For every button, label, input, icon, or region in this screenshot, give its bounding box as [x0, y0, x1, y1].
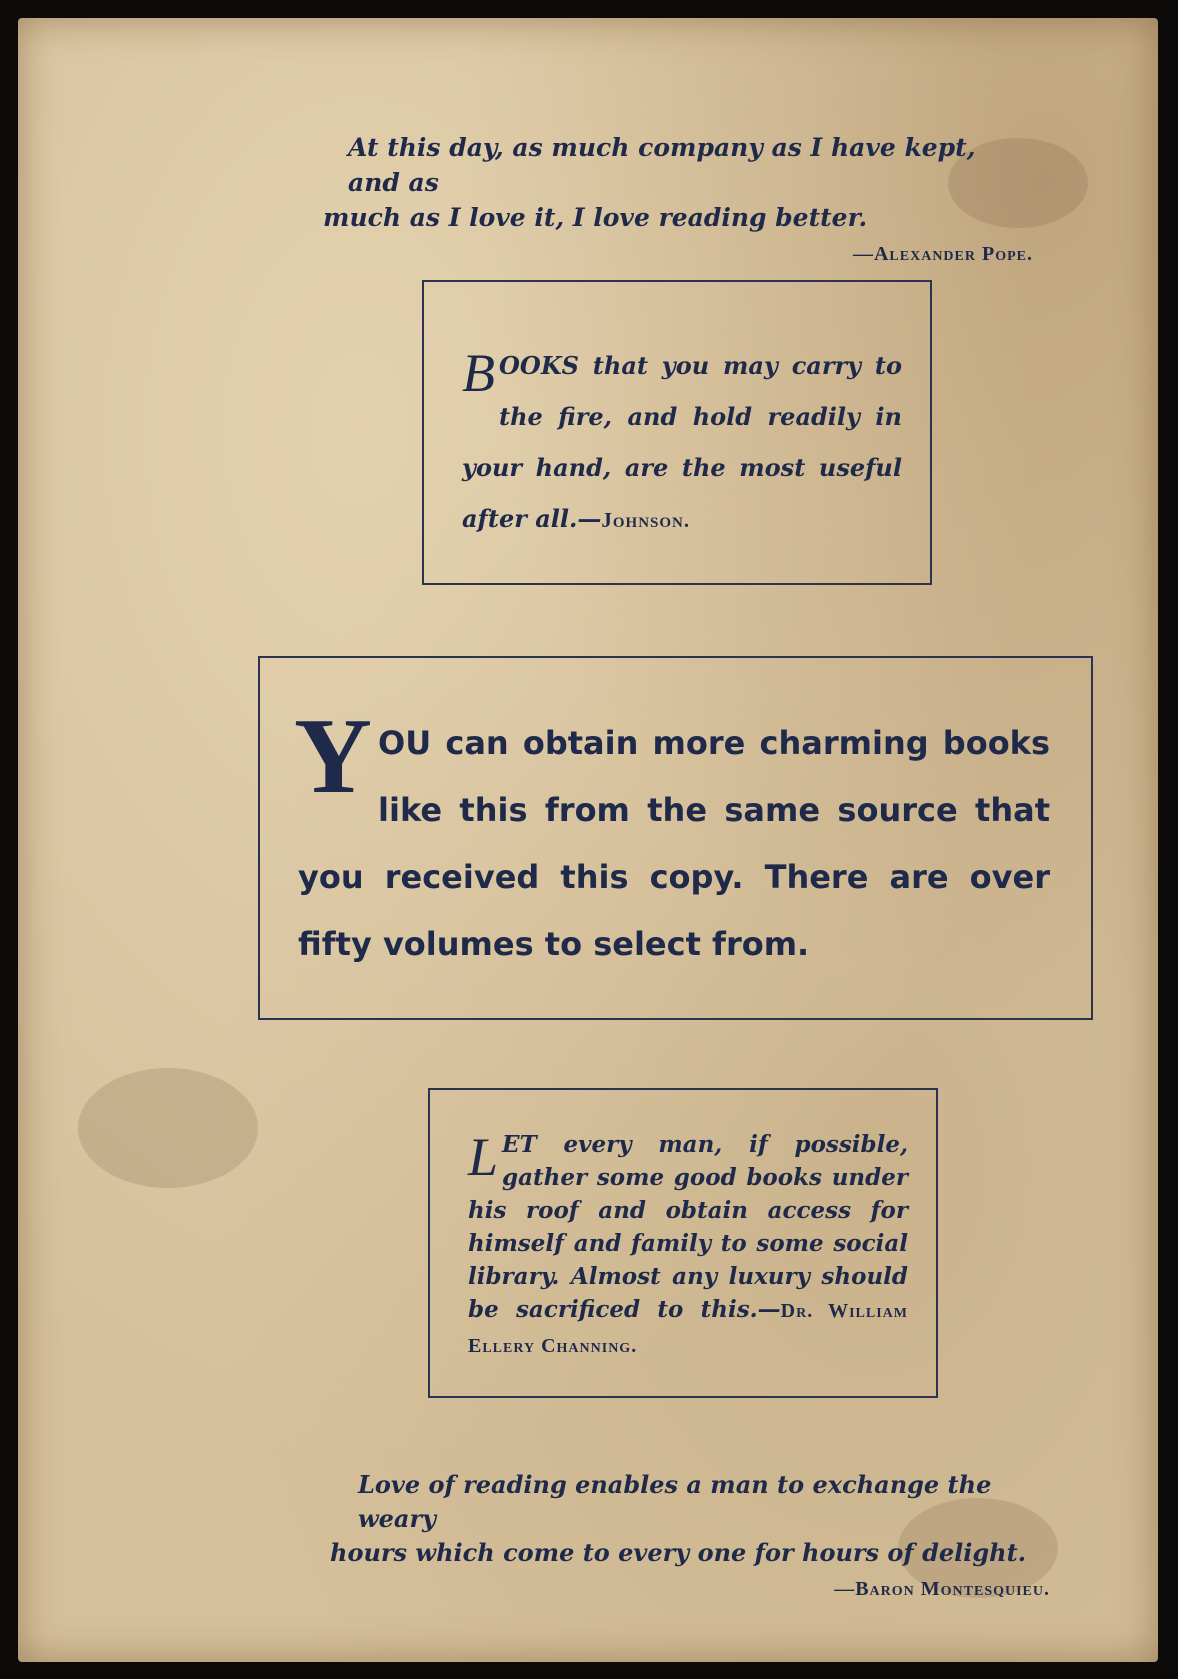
channing-drop-cap: L [468, 1127, 499, 1187]
advert-drop-cap: Y [294, 697, 372, 816]
quote-montesquieu-line1: Love of reading enables a man to exchange the weary [358, 1470, 992, 1533]
advert-text [294, 697, 1050, 978]
stain [78, 1068, 258, 1188]
quote-montesquieu-attribution: —Baron Montesquieu. [834, 1578, 1050, 1600]
quote-pope-line1: At this day, as much company as I have kept, and as [348, 133, 976, 197]
quote-pope-line2: much as I love it, I love reading better. [323, 203, 868, 232]
quote-montesquieu-line2: hours which come to every one for hours of delight. [330, 1538, 1027, 1567]
quote-montesquieu [330, 1468, 1050, 1606]
channing-quote-text [468, 1128, 908, 1363]
channing-quote-box [428, 1088, 938, 1398]
advert-box [258, 656, 1093, 1020]
book-back-cover [18, 18, 1158, 1662]
channing-attribution: Dr. William Ellery Channing. [468, 1300, 908, 1357]
quote-pope [323, 130, 1033, 272]
quote-pope-attribution: —Alexander Pope. [852, 243, 1033, 265]
johnson-quote-box [422, 280, 932, 585]
channing-quote-body: ET every man, if possible, gather some good books under his roof and obtain access for himself and family to some social library. Almost any luxury should be sacrificed to this.— [468, 1131, 908, 1323]
johnson-quote-text [462, 340, 902, 546]
advert-body: OU can obtain more charming books like this from the same source that you received this copy. There are over fifty volumes to select from. [298, 724, 1050, 963]
johnson-quote-body: OOKS that you may carry to the fire, and hold readily in your hand, are the most useful after all.— [462, 351, 902, 533]
johnson-drop-cap: B [462, 343, 495, 403]
johnson-attribution: Johnson. [601, 508, 691, 532]
